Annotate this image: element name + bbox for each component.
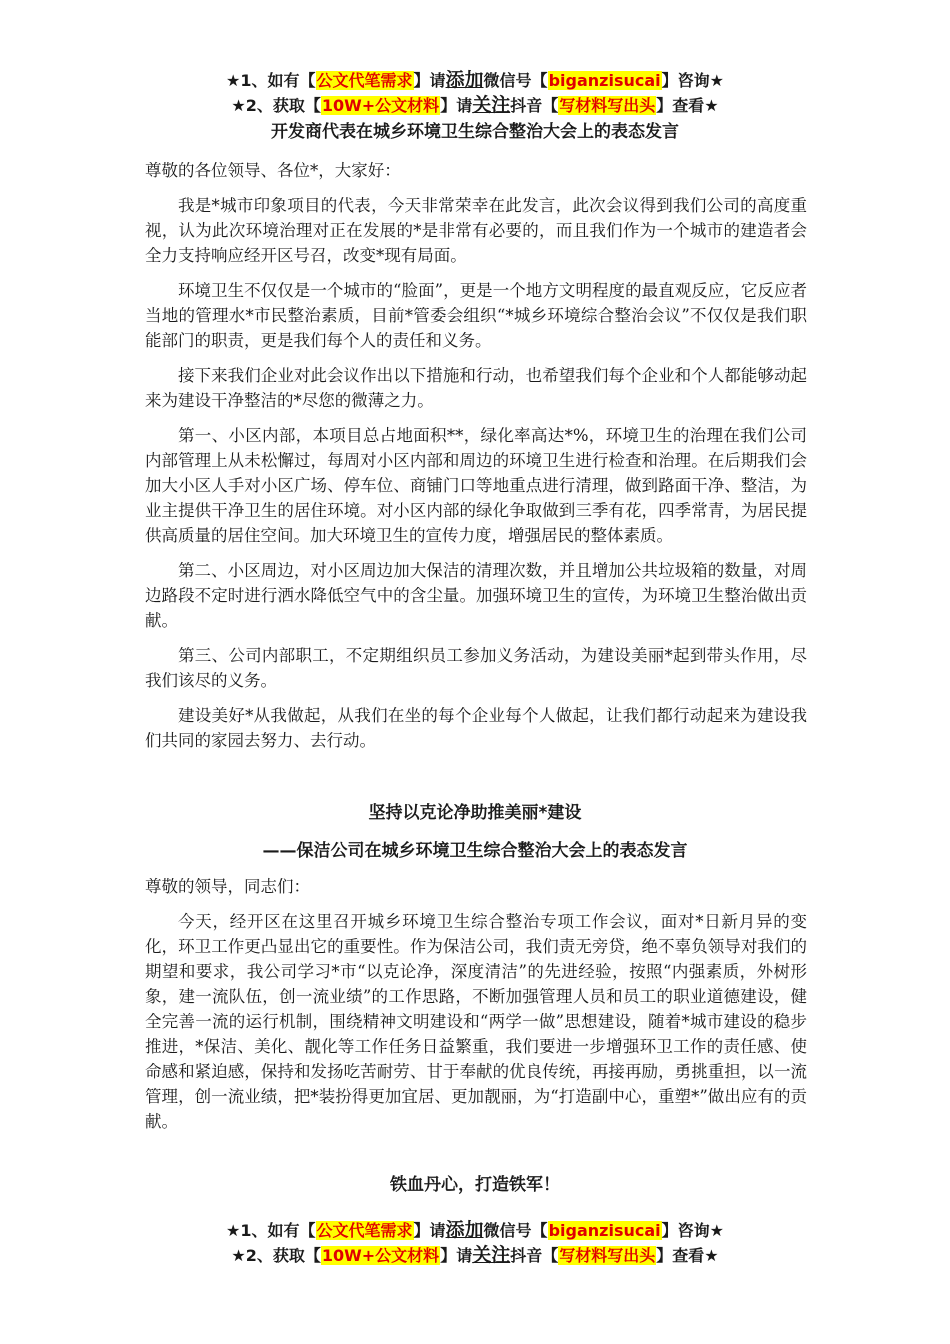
banner-line-1	[0, 68, 950, 93]
banner-text: 】请	[440, 1246, 473, 1265]
top-banner	[0, 68, 950, 118]
section2-heading3: 铁血丹心，打造铁军！	[390, 1175, 560, 1195]
banner-text: 】咨询★	[661, 1221, 724, 1240]
banner-text: 】咨询★	[661, 71, 724, 90]
section2-heading3-wrap	[0, 1172, 950, 1198]
banner-text: 】请	[413, 71, 446, 90]
banner-text: 】查看★	[656, 96, 719, 115]
emphasis-add: 添加	[445, 69, 484, 91]
banner-text: ★2、获取【	[231, 96, 321, 115]
section2-salutation: 尊敬的领导，同志们：	[145, 877, 310, 896]
emphasis-add: 添加	[445, 1219, 484, 1241]
section2-subtitle-wrap	[0, 838, 950, 864]
highlight-materials: 10W+公文材料	[321, 96, 440, 115]
section1-title: 开发商代表在城乡环境卫生综合整治大会上的表态发言	[271, 122, 679, 142]
highlight-douyin-id: 写材料写出头	[559, 1246, 656, 1265]
section1-paragraph: 我是*城市印象项目的代表，今天非常荣幸在此发言，此次会议得到我们公司的高度重视，认为此次环境治理对正在发展的*是非常有必要的，而且我们作为一个城市的建造者会全力支持响应经开区号召，改变*现有局面。	[145, 196, 807, 265]
banner-line-1	[0, 1218, 950, 1243]
banner-text: ★1、如有【	[226, 1221, 316, 1240]
banner-text: ★1、如有【	[226, 71, 316, 90]
banner-line-2	[0, 1243, 950, 1268]
emphasis-follow: 关注	[472, 1244, 511, 1266]
banner-text: ★2、获取【	[231, 1246, 321, 1265]
section1-paragraph: 第一、小区内部，本项目总占地面积**，绿化率高达*%，环境卫生的治理在我们公司内部管理上从未松懈过，每周对小区内部和周边的环境卫生进行检查和治理。在后期我们会加大小区人手对小区广场、停车位、商铺门口等地重点进行清理，做到路面干净、整洁，为业主提供干净卫生的居住环境。对小区内部的绿化争取做到三季有花，四季常青，为居民提供高质量的居住空间。加大环境卫生的宣传力度，增强居民的整体素质。	[145, 426, 807, 545]
banner-text: 】查看★	[656, 1246, 719, 1265]
section2-title: 坚持以克论净助推美丽*建设	[368, 803, 582, 823]
highlight-materials: 10W+公文材料	[321, 1246, 440, 1265]
banner-text: 微信号【	[483, 1221, 548, 1240]
section1-paragraph: 第二、小区周边，对小区周边加大保洁的清理次数，并且增加公共垃圾箱的数量，对周边路段不定时进行洒水降低空气中的含尘量。加强环境卫生的宣传，为环境卫生整治做出贡献。	[145, 561, 807, 630]
highlight-wechat-id: biganzisucai	[548, 71, 661, 90]
section1-body	[145, 158, 807, 763]
banner-text: 抖音【	[510, 96, 559, 115]
section1-paragraph: 环境卫生不仅仅是一个城市的“脸面”，更是一个地方文明程度的最直观反应，它反应者当地的管理水*市民整治素质，目前*管委会组织“*城乡环境综合整治会议”不仅仅是我们职能部门的职责，更是我们每个人的责任和义务。	[145, 281, 807, 350]
section2-paragraph: 今天，经开区在这里召开城乡环境卫生综合整治专项工作会议，面对*日新月异的变化，环卫工作更凸显出它的重要性。作为保洁公司，我们责无旁贷，绝不辜负领导对我们的期望和要求，我公司学习*市“以克论净，深度清洁”的先进经验，按照“内强素质，外树形象，建一流队伍，创一流业绩”的工作思路，不断加强管理人员和员工的职业道德建设，健全完善一流的运行机制，围绕精神文明建设和“两学一做”思想建设，随着*城市建设的稳步推进，*保洁、美化、靓化等工作任务日益繁重，我们要进一步增强环卫工作的责任感、使命感和紧迫感，保持和发扬吃苦耐劳、甘于奉献的优良传统，再接再励，勇挑重担，以一流管理，创一流业绩，把*装扮得更加宜居、更加靓丽，为“打造副中心，重塑*”做出应有的贡献。	[145, 912, 807, 1131]
bottom-banner	[0, 1218, 950, 1268]
highlight-wechat-id: biganzisucai	[548, 1221, 661, 1240]
highlight-douyin-id: 写材料写出头	[559, 96, 656, 115]
banner-text: 抖音【	[510, 1246, 559, 1265]
banner-text: 微信号【	[483, 71, 548, 90]
highlight-service: 公文代笔需求	[316, 71, 413, 90]
emphasis-follow: 关注	[472, 94, 511, 116]
section2-subtitle: ——保洁公司在城乡环境卫生综合整治大会上的表态发言	[262, 841, 688, 861]
section1-paragraph: 接下来我们企业对此会议作出以下措施和行动，也希望我们每个企业和个人都能够动起来为建设干净整洁的*尽您的微薄之力。	[145, 366, 807, 410]
banner-text: 】请	[413, 1221, 446, 1240]
section1-paragraph: 建设美好*从我做起，从我们在坐的每个企业每个人做起，让我们都行动起来为建设我们共同的家园去努力、去行动。	[145, 706, 807, 750]
section1-paragraph: 第三、公司内部职工，不定期组织员工参加义务活动，为建设美丽*起到带头作用，尽我们该尽的义务。	[145, 646, 807, 690]
section1-title-wrap	[0, 119, 950, 145]
section2-body	[145, 874, 807, 1144]
banner-line-2	[0, 93, 950, 118]
banner-text: 】请	[440, 96, 473, 115]
section2-title-wrap	[0, 800, 950, 826]
highlight-service: 公文代笔需求	[316, 1221, 413, 1240]
section1-salutation: 尊敬的各位领导、各位*，大家好：	[145, 161, 401, 180]
